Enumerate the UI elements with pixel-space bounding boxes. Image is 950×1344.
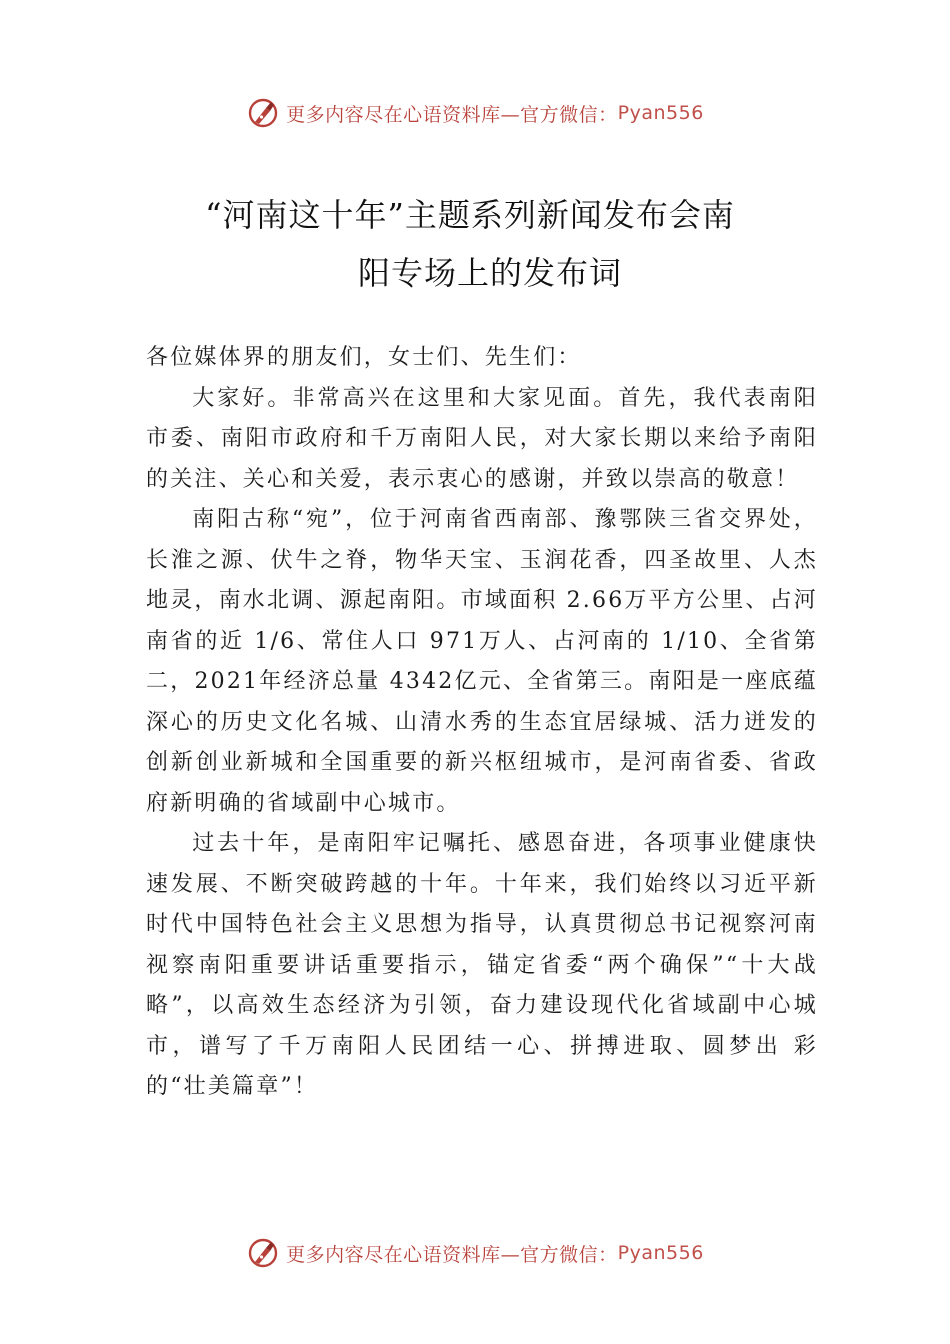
greeting-paragraph: 各位媒体界的朋友们，女士们、先生们：	[146, 345, 582, 370]
body-paragraph-1: 大家好。非常高兴在这里和大家见面。首先，我代表南阳市委、南阳市政府和千万南阳人民，对大家长期以来给予南阳的关注、关心和关爱，表示衷心的感谢，并致以崇高的敬意！	[146, 385, 818, 492]
watermark-text: 更多内容尽在心语资料库—官方微信：	[286, 1243, 618, 1266]
watermark-text: 更多内容尽在心语资料库—官方微信：	[286, 103, 618, 126]
body-paragraph-2: 南阳古称“宛”，位于河南省西南部、豫鄂陕三省交界处，长淮之源、伏牛之脊，物华天宝、玉润花香，四圣故里、人杰地灵，南水北调、源起南阳。市域面积 2.66万平方公里、占河南省的近 1/6、常住人口 971万人、占河南的 1/10、全省第二，2021年经济总量 4342亿元、全省第三。南阳是一座底蕴深心的历史文化名城、山清水秀的生态宜居绿城、活力迸发的创新创业新城和全国重要的新兴枢纽城市，是河南省委、省政府新明确的省域副中心城市。	[146, 507, 818, 816]
document-body	[146, 338, 818, 1108]
footer-watermark	[0, 1236, 950, 1270]
header-watermark	[0, 96, 950, 130]
pen-nib-logo-icon	[246, 96, 280, 130]
body-paragraph-3: 过去十年，是南阳牢记嘱托、感恩奋进，各项事业健康快速发展、不断突破跨越的十年。十年来，我们始终以习近平新时代中国特色社会主义思想为指导，认真贯彻总书记视察河南视察南阳重要讲话重要指示，锚定省委“两个确保”“十大战略”，以高效生态经济为引领，奋力建设现代化省域副中心城市，谱写了千万南阳人民团结一心、拼搏进取、圆梦出 彩的“壮美篇章”！	[146, 831, 818, 1099]
watermark-wechat-id: Pyan556	[617, 102, 704, 124]
watermark-wechat-id: Pyan556	[617, 1242, 704, 1264]
title-line-1: “河南这十年”主题系列新闻发布会南	[205, 196, 735, 234]
title-line-2: 阳专场上的发布词	[357, 254, 622, 292]
pen-nib-logo-icon	[246, 1236, 280, 1270]
document-title	[0, 186, 950, 302]
